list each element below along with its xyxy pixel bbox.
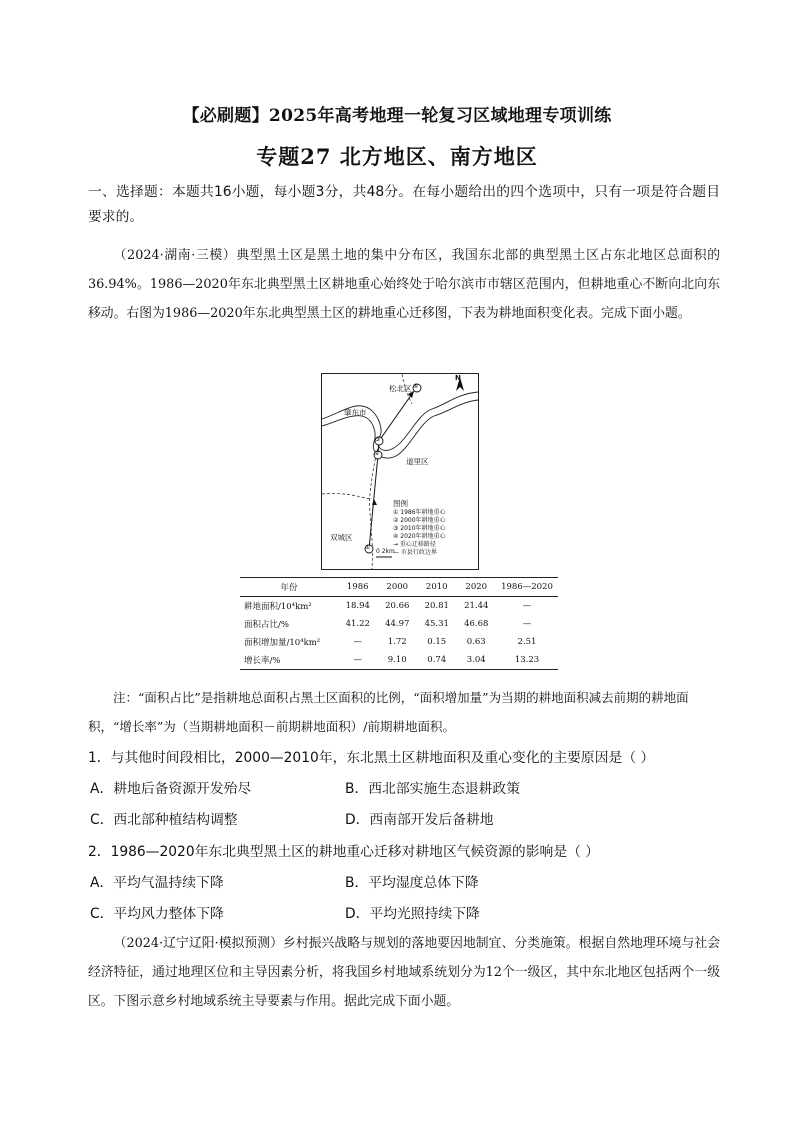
table-cell: 面积占比/% xyxy=(244,620,289,630)
table-cell: 44.97 xyxy=(385,619,410,629)
point-2000: ② xyxy=(374,450,380,457)
point-1986: ① xyxy=(365,544,371,551)
question-2-option-b[interactable]: B．平均湿度总体下降 xyxy=(345,875,479,891)
series-title: 【必刷题】2025年高考地理一轮复习区域地理专项训练 xyxy=(182,106,612,126)
table-cell: 1.72 xyxy=(387,637,407,647)
question-1-stem: 1．与其他时间段相比，2000—2010年，东北黑土区耕地面积及重心变化的主要原因是（ ） xyxy=(88,750,655,766)
question-1-option-d[interactable]: D．西南部开发后备耕地 xyxy=(345,812,494,828)
question-1-option-b[interactable]: B．西北部实施生态退耕政策 xyxy=(345,781,521,797)
farmland-area-table xyxy=(240,577,558,670)
table-header: 2000 xyxy=(378,578,418,597)
legend-item: ④ 2020年耕地重心 xyxy=(393,533,446,540)
table-cell: — xyxy=(353,637,362,647)
table-cell: 0.74 xyxy=(417,651,457,670)
label-daoli: 道里区 xyxy=(406,457,429,466)
scale-label: 0 2km xyxy=(376,548,395,555)
table-row xyxy=(240,615,558,633)
table-cell: 18.94 xyxy=(345,601,370,611)
table-header: 2020 xyxy=(457,578,497,597)
question-1-option-a[interactable]: A．耕地后备资源开发殆尽 xyxy=(90,781,252,797)
table-header: 1986—2020 xyxy=(496,578,558,597)
table-cell: 0.63 xyxy=(466,637,486,647)
question-2-option-a[interactable]: A．平均气温持续下降 xyxy=(90,875,224,891)
label-shuangcheng: 双城区 xyxy=(330,533,353,542)
legend-item: ③ 2010年耕地重心 xyxy=(393,525,446,532)
question-2-stem: 2．1986—2020年东北典型黑土区的耕地重心迁移对耕地区气候资源的影响是（ ） xyxy=(88,844,600,860)
legend-item: ① 1986年耕地重心 xyxy=(393,509,446,516)
table-cell: 41.22 xyxy=(345,619,370,629)
legend-title: 图例 xyxy=(393,499,408,508)
table-header: 1986 xyxy=(338,578,378,597)
table-note: 注：“面积占比”是指耕地总面积占黑土区面积的比例，“面积增加量”为当期的耕地面积减去前期的耕地面积，“增长率”为（当期耕地面积－前期耕地面积）/前期耕地面积。 xyxy=(88,690,689,734)
north-arrow-label: N xyxy=(455,374,461,382)
table-cell: — xyxy=(338,651,378,670)
table-cell: 2.51 xyxy=(517,637,537,647)
table-cell: 耕地面积/10⁴km² xyxy=(244,602,312,612)
section-intro: 一、选择题：本题共16小题，每小题3分，共48分。在每小题给出的四个选项中，只有一项是符合题目要求的。 xyxy=(88,184,720,225)
topic-title: 专题27 北方地区、南方地区 xyxy=(256,144,538,169)
legend-item: → 重心迁移路径 xyxy=(393,541,436,548)
point-2020: ④ xyxy=(413,383,419,390)
legend-item: — 市县行政边界 xyxy=(393,549,437,556)
label-songbei: 松北区 xyxy=(389,384,412,393)
table-cell: 21.44 xyxy=(464,601,489,611)
table-row xyxy=(240,633,558,651)
question-2-option-c[interactable]: C．平均风力整体下降 xyxy=(90,906,224,922)
table-cell: 45.31 xyxy=(424,619,449,629)
table-cell: 3.04 xyxy=(457,651,497,670)
legend-item: ② 2000年耕地重心 xyxy=(393,517,446,524)
label-zhaodong: 肇东市 xyxy=(344,408,367,417)
table-cell: 面积增加量/10⁴km² xyxy=(244,638,321,648)
table-cell: 9.10 xyxy=(378,651,418,670)
question-2-option-d[interactable]: D．平均光照持续下降 xyxy=(345,906,480,922)
question-1-option-c[interactable]: C．西北部种植结构调整 xyxy=(90,812,238,828)
table-header: 2010 xyxy=(417,578,457,597)
table-cell: — xyxy=(522,619,532,629)
point-2010: ③ xyxy=(375,436,381,443)
table-row xyxy=(240,597,558,616)
table-cell: — xyxy=(522,601,532,611)
table-cell: 20.81 xyxy=(424,601,449,611)
map-legend xyxy=(393,500,446,557)
table-cell: 46.68 xyxy=(464,619,489,629)
material-paragraph-2: （2024·辽宁辽阳·模拟预测）乡村振兴战略与规划的落地要因地制宜、分类施策。根据自然地理环境与社会经济特征，通过地理区位和主导因素分析，将我国乡村地域系统划分为12个一级区，其中东北地区包括两个一级区。下图示意乡村地域系统主导要素与作用。据此完成下面小题。 xyxy=(88,936,720,1009)
table-cell: 13.23 xyxy=(496,651,558,670)
material-paragraph-1: （2024·湖南·三模）典型黑土区是黑土地的集中分布区，我国东北部的典型黑土区占东北地区总面积的36.94%。1986—2020年东北典型黑土区耕地重心始终处于哈尔滨市市辖区范围内，但耕地重心不断向北向东移动。右图为1986—2020年东北典型黑土区的耕地重心迁移图，下表为耕地面积变化表。完成下面小题。 xyxy=(88,248,720,321)
table-cell: 增长率/% xyxy=(240,651,338,670)
table-header-row xyxy=(240,578,558,597)
table-row xyxy=(240,651,558,670)
table-cell: 0.15 xyxy=(427,637,447,647)
table-cell: 20.66 xyxy=(385,601,410,611)
table-header: 年份 xyxy=(240,578,338,597)
